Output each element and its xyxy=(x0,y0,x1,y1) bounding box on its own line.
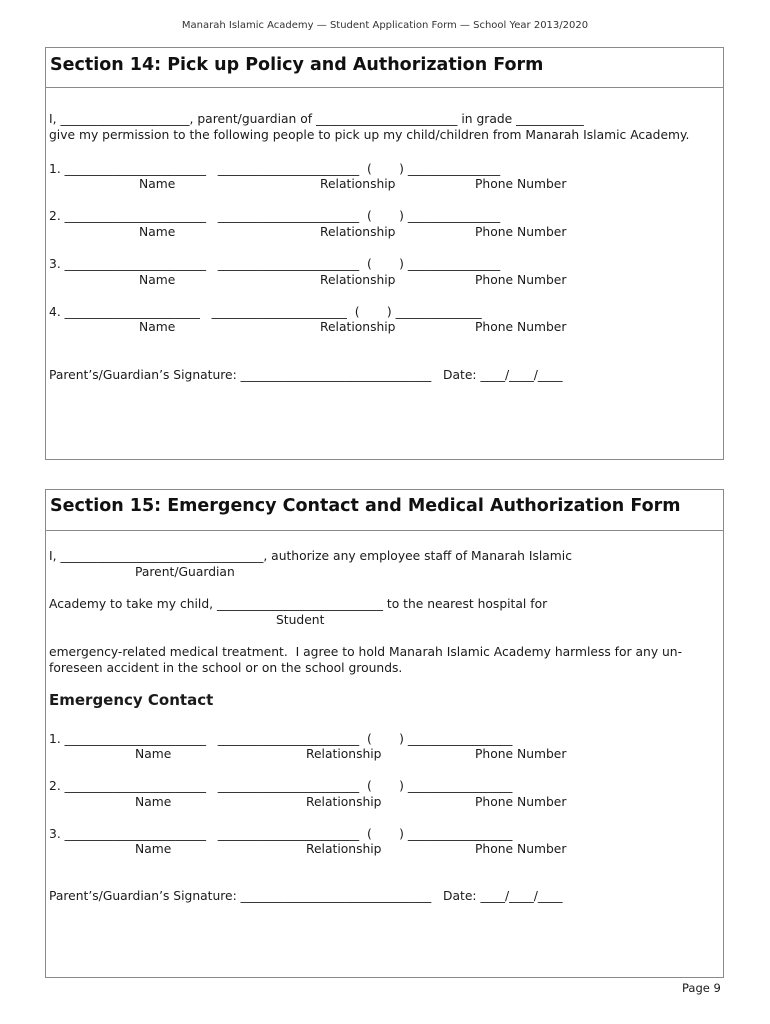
emergency-row-3-relationship-label: Relationship xyxy=(306,842,382,856)
medical-line-2[interactable]: Academy to take my child, ___________________________ to the nearest hospital for xyxy=(49,597,548,611)
pickup-intro-line-2: give my permission to the following people to pick up my child/children from Manarah Islamic Academy. xyxy=(49,128,690,142)
medical-line-3b: foreseen accident in the school or on the school grounds. xyxy=(49,661,403,675)
pickup-row-2-name-label: Name xyxy=(139,225,176,239)
emergency-row-2-phone-label: Phone Number xyxy=(475,795,567,809)
pickup-row-2-line[interactable]: 2. _______________________ _______________________ ( ) _______________ xyxy=(49,209,501,223)
emergency-row-2-line[interactable]: 2. _______________________ _______________________ ( ) _________________ xyxy=(49,779,513,793)
pickup-row-1-name-label: Name xyxy=(139,177,176,191)
section-15-title-bar xyxy=(46,490,723,531)
pickup-row-3-phone-label: Phone Number xyxy=(475,273,567,287)
pickup-row-1-phone-label: Phone Number xyxy=(475,177,567,191)
emergency-row-3-phone-label: Phone Number xyxy=(475,842,567,856)
emergency-signature-line[interactable]: Parent’s/Guardian’s Signature: _______________________________ Date: ____/____/____ xyxy=(49,889,563,903)
page-header: Manarah Islamic Academy — Student Application Form — School Year 2013/2020 xyxy=(181,20,589,31)
pickup-row-2-phone-label: Phone Number xyxy=(475,225,567,239)
pickup-row-4-line[interactable]: 4. ______________________ ______________________ ( ) ______________ xyxy=(49,305,482,319)
emergency-row-1-line[interactable]: 1. _______________________ _______________________ ( ) _________________ xyxy=(49,732,513,746)
emergency-row-2-relationship-label: Relationship xyxy=(306,795,382,809)
section-15-title: Section 15: Emergency Contact and Medical Authorization Form xyxy=(50,496,681,516)
pickup-intro-line-1[interactable]: I, _____________________, parent/guardian of _______________________ in grade ___________ xyxy=(49,112,584,126)
pickup-row-4-phone-label: Phone Number xyxy=(475,320,567,334)
pickup-row-3-name-label: Name xyxy=(139,273,176,287)
emergency-row-2-name-label: Name xyxy=(135,795,172,809)
emergency-row-3-line[interactable]: 3. _______________________ _______________________ ( ) _________________ xyxy=(49,827,513,841)
emergency-contact-heading: Emergency Contact xyxy=(49,691,214,709)
pickup-row-4-name-label: Name xyxy=(139,320,176,334)
student-label: Student xyxy=(276,613,325,627)
pickup-row-3-line[interactable]: 3. _______________________ _______________________ ( ) _______________ xyxy=(49,257,501,271)
page-number: Page 9 xyxy=(682,981,721,995)
emergency-row-1-phone-label: Phone Number xyxy=(475,747,567,761)
pickup-row-3-relationship-label: Relationship xyxy=(320,273,396,287)
section-14-title-bar xyxy=(46,48,723,88)
emergency-row-1-relationship-label: Relationship xyxy=(306,747,382,761)
emergency-row-1-name-label: Name xyxy=(135,747,172,761)
pickup-row-2-relationship-label: Relationship xyxy=(320,225,396,239)
medical-line-3a: emergency-related medical treatment. I agree to hold Manarah Islamic Academy harmless for any un- xyxy=(49,645,683,659)
medical-line-1[interactable]: I, _________________________________, authorize any employee staff of Manarah Islamic xyxy=(49,549,572,563)
parent-guardian-label: Parent/Guardian xyxy=(135,565,235,579)
section-14-box xyxy=(45,47,724,460)
emergency-row-3-name-label: Name xyxy=(135,842,172,856)
section-14-title: Section 14: Pick up Policy and Authorization Form xyxy=(50,55,544,75)
pickup-signature-line[interactable]: Parent’s/Guardian’s Signature: _______________________________ Date: ____/____/____ xyxy=(49,368,563,382)
pickup-row-1-line[interactable]: 1. _______________________ _______________________ ( ) _______________ xyxy=(49,162,501,176)
pickup-row-1-relationship-label: Relationship xyxy=(320,177,396,191)
pickup-row-4-relationship-label: Relationship xyxy=(320,320,396,334)
